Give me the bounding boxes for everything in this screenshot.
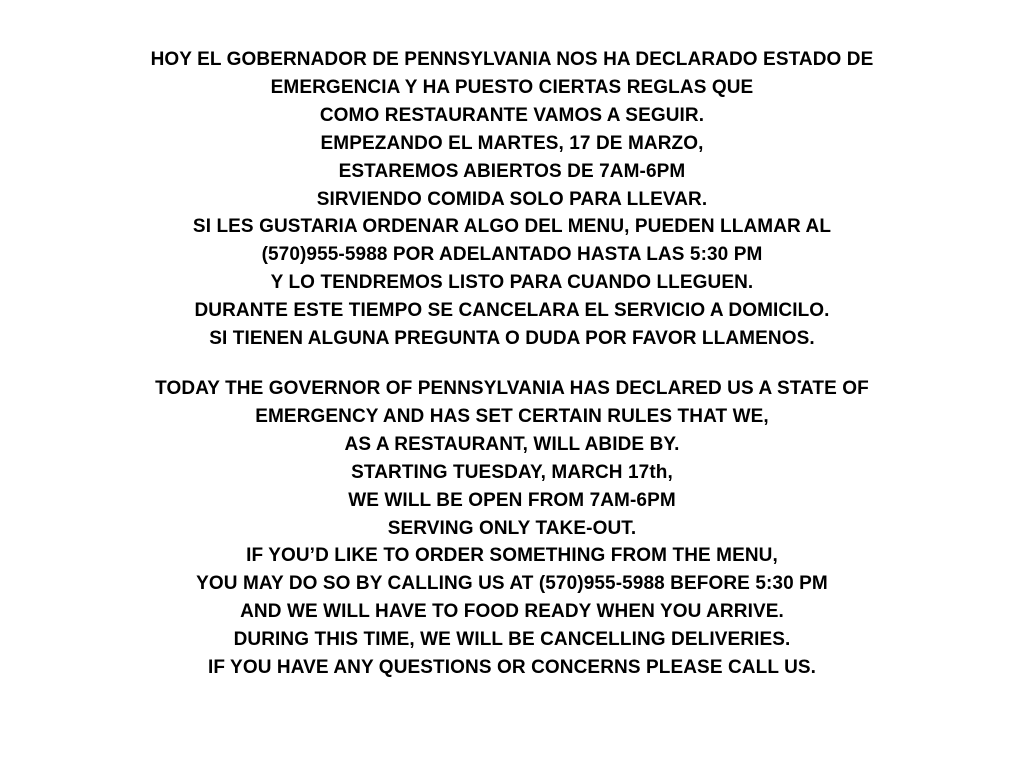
notice-line: EMERGENCIA Y HA PUESTO CIERTAS REGLAS QUE [270, 76, 754, 98]
notice-line: IF YOU HAVE ANY QUESTIONS OR CONCERNS PLEASE CALL US. [207, 657, 817, 679]
notice-line: AND WE WILL HAVE TO FOOD READY WHEN YOU ARRIVE. [240, 601, 784, 623]
notice-line: HOY EL GOBERNADOR DE PENNSYLVANIA NOS HA DECLARADO ESTADO DE [150, 49, 874, 70]
notice-line: STARTING TUESDAY, MARCH 17th, [351, 461, 673, 483]
notice-line: COMO RESTAURANTE VAMOS A SEGUIR. [319, 104, 705, 126]
notice-line: ESTAREMOS ABIERTOS DE 7AM-6PM [338, 160, 686, 182]
notice-line: TODAY THE GOVERNOR OF PENNSYLVANIA HAS DECLARED US A STATE OF [155, 377, 869, 399]
notice-line: EMERGENCY AND HAS SET CERTAIN RULES THAT WE, [255, 405, 769, 427]
english-notice [0, 375, 1024, 682]
notice-line: SERVING ONLY TAKE-OUT. [387, 517, 637, 539]
notice-line: Y LO TENDREMOS LISTO PARA CUANDO LLEGUEN. [270, 272, 754, 294]
notice-line: DURANTE ESTE TIEMPO SE CANCELARA EL SERVICIO A DOMICILO. [194, 300, 830, 322]
notice-line: IF YOU’D LIKE TO ORDER SOMETHING FROM THE MENU, [246, 545, 778, 567]
notice-line: DURING THIS TIME, WE WILL BE CANCELLING DELIVERIES. [233, 629, 791, 651]
spanish-notice [0, 46, 1024, 353]
notice-line: AS A RESTAURANT, WILL ABIDE BY. [344, 433, 680, 455]
notice-line: YOU MAY DO SO BY CALLING US AT (570)955-5988 BEFORE 5:30 PM [196, 573, 828, 595]
notice-line: (570)955-5988 POR ADELANTADO HASTA LAS 5:30 PM [261, 244, 763, 266]
notice-line: SIRVIENDO COMIDA SOLO PARA LLEVAR. [316, 188, 708, 210]
notice-line: WE WILL BE OPEN FROM 7AM-6PM [348, 489, 676, 511]
notice-line: SI TIENEN ALGUNA PREGUNTA O DUDA POR FAVOR LLAMENOS. [209, 328, 815, 350]
notice-line: EMPEZANDO EL MARTES, 17 DE MARZO, [320, 132, 704, 154]
notice-line: SI LES GUSTARIA ORDENAR ALGO DEL MENU, PUEDEN LLAMAR AL [192, 216, 832, 238]
